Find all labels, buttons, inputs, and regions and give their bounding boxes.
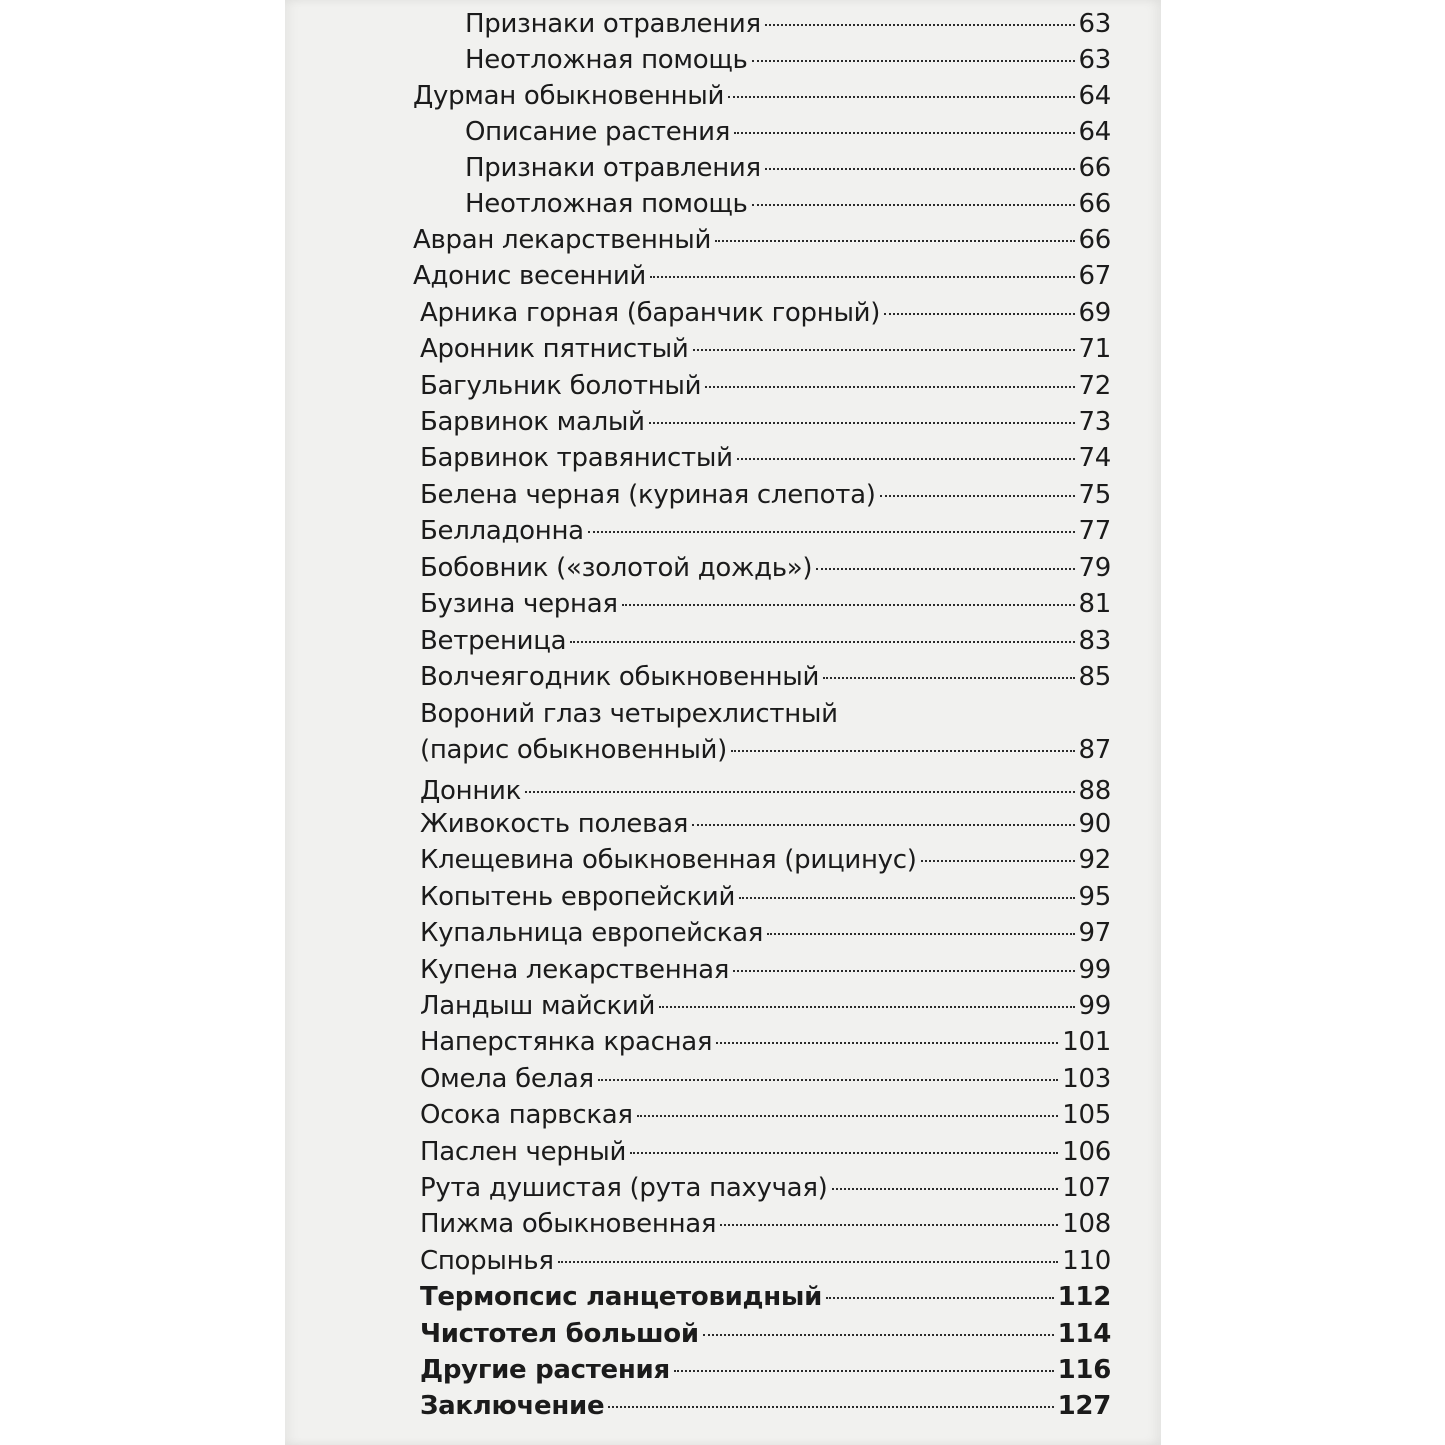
toc-entry-title: Осока парвская bbox=[420, 1100, 633, 1130]
toc-entry-page-number: 108 bbox=[1062, 1209, 1111, 1239]
toc-entry[interactable] bbox=[420, 1208, 1111, 1242]
toc-entry[interactable] bbox=[420, 442, 1111, 476]
book-page bbox=[285, 0, 1161, 1445]
toc-entry-page-number: 90 bbox=[1078, 809, 1111, 839]
toc-entry[interactable] bbox=[420, 954, 1111, 988]
dot-leader bbox=[737, 458, 1075, 460]
toc-entry-page-number: 99 bbox=[1078, 955, 1111, 985]
toc-entry[interactable] bbox=[420, 844, 1111, 878]
dot-leader bbox=[739, 897, 1074, 899]
toc-entry[interactable] bbox=[420, 661, 1111, 695]
toc-entry-page-number: 67 bbox=[1078, 261, 1111, 291]
toc-entry[interactable] bbox=[420, 698, 1111, 732]
toc-entry-page-number: 83 bbox=[1078, 626, 1111, 656]
toc-entry-page-number: 127 bbox=[1057, 1391, 1111, 1421]
dot-leader bbox=[765, 168, 1075, 170]
dot-leader bbox=[832, 1188, 1059, 1190]
toc-entry[interactable] bbox=[420, 1099, 1111, 1133]
toc-entry-page-number: 64 bbox=[1078, 81, 1111, 111]
dot-leader bbox=[716, 1042, 1058, 1044]
toc-entry[interactable] bbox=[420, 1245, 1111, 1279]
toc-entry[interactable] bbox=[420, 625, 1111, 659]
toc-entry[interactable] bbox=[413, 260, 1111, 294]
toc-entry-title: Признаки отравления bbox=[465, 9, 761, 39]
dot-leader bbox=[637, 1115, 1059, 1117]
toc-entry[interactable] bbox=[420, 1390, 1111, 1424]
toc-entry-page-number: 71 bbox=[1078, 334, 1111, 364]
toc-entry-title: Спорынья bbox=[420, 1246, 554, 1276]
toc-entry-title: Наперстянка красная bbox=[420, 1027, 713, 1057]
dot-leader bbox=[659, 1006, 1074, 1008]
toc-entry-title: Описание растения bbox=[465, 117, 731, 147]
dot-leader bbox=[816, 568, 1074, 570]
toc-entry-title: Багульник болотный bbox=[420, 371, 702, 401]
toc-entry[interactable] bbox=[420, 1136, 1111, 1170]
toc-entry-title: Рута душистая (рута пахучая) bbox=[420, 1173, 828, 1203]
toc-entry-page-number: 63 bbox=[1078, 9, 1111, 39]
toc-entry[interactable] bbox=[420, 515, 1111, 549]
toc-entry-title: (парис обыкновенный) bbox=[420, 735, 728, 765]
toc-entry-title: Адонис весенний bbox=[413, 261, 647, 291]
toc-entry[interactable] bbox=[465, 188, 1111, 222]
toc-entry-page-number: 87 bbox=[1078, 735, 1111, 765]
toc-entry-title: Волчеягодник обыкновенный bbox=[420, 662, 820, 692]
toc-entry-page-number: 66 bbox=[1078, 189, 1111, 219]
toc-entry-title: Арника горная (баранчик горный) bbox=[420, 298, 881, 328]
toc-entry[interactable] bbox=[420, 552, 1111, 586]
toc-entry[interactable] bbox=[420, 1281, 1111, 1315]
dot-leader bbox=[622, 604, 1075, 606]
dot-leader bbox=[588, 531, 1075, 533]
toc-entry-page-number: 72 bbox=[1078, 371, 1111, 401]
dot-leader bbox=[650, 276, 1074, 278]
toc-entry[interactable] bbox=[465, 152, 1111, 186]
toc-entry-page-number: 112 bbox=[1057, 1282, 1111, 1312]
dot-leader bbox=[703, 1334, 1054, 1336]
toc-entry[interactable] bbox=[420, 1172, 1111, 1206]
toc-entry-title: Барвинок травянистый bbox=[420, 443, 733, 473]
toc-entry-page-number: 103 bbox=[1062, 1064, 1111, 1094]
dot-leader bbox=[693, 349, 1075, 351]
dot-leader bbox=[630, 1152, 1058, 1154]
dot-leader bbox=[823, 677, 1074, 679]
toc-entry-page-number: 66 bbox=[1078, 153, 1111, 183]
toc-entry-page-number: 66 bbox=[1078, 225, 1111, 255]
toc-entry-page-number: 97 bbox=[1078, 918, 1111, 948]
dot-leader bbox=[608, 1406, 1053, 1408]
toc-entry[interactable] bbox=[420, 297, 1111, 331]
toc-entry[interactable] bbox=[413, 80, 1111, 114]
toc-entry-title: Паслен черный bbox=[420, 1137, 627, 1167]
toc-entry-title: Аронник пятнистый bbox=[420, 334, 689, 364]
dot-leader bbox=[921, 860, 1075, 862]
toc-entry-page-number: 81 bbox=[1078, 589, 1111, 619]
toc-entry-title: Копытень европейский bbox=[420, 882, 736, 912]
toc-entry[interactable] bbox=[420, 1318, 1111, 1352]
toc-entry-title: Другие растения bbox=[420, 1355, 670, 1385]
toc-entry-page-number: 114 bbox=[1057, 1319, 1111, 1349]
toc-entry[interactable] bbox=[465, 44, 1111, 78]
dot-leader bbox=[765, 24, 1075, 26]
dot-leader bbox=[674, 1370, 1054, 1372]
toc-entry-title: Неотложная помощь bbox=[465, 45, 748, 75]
dot-leader bbox=[884, 313, 1074, 315]
toc-entry-page-number: 64 bbox=[1078, 117, 1111, 147]
toc-entry[interactable] bbox=[420, 1026, 1111, 1060]
toc-entry-title: Белена черная (куриная слепота) bbox=[420, 480, 876, 510]
toc-entry-title: Ветреница bbox=[420, 626, 567, 656]
toc-entry[interactable] bbox=[465, 8, 1111, 42]
dot-leader bbox=[570, 641, 1074, 643]
toc-entry-page-number: 106 bbox=[1062, 1137, 1111, 1167]
toc-entry-page-number: 77 bbox=[1078, 516, 1111, 546]
toc-entry[interactable] bbox=[420, 406, 1111, 440]
toc-entry-title: Вороний глаз четырехлистный bbox=[420, 699, 838, 729]
toc-entry-page-number: 92 bbox=[1078, 845, 1111, 875]
toc-entry[interactable] bbox=[420, 808, 1111, 842]
toc-entry[interactable] bbox=[420, 370, 1111, 404]
toc-entry-page-number: 73 bbox=[1078, 407, 1111, 437]
toc-entry-page-number: 88 bbox=[1078, 776, 1111, 806]
dot-leader bbox=[728, 96, 1074, 98]
toc-entry-page-number: 75 bbox=[1078, 480, 1111, 510]
dot-leader bbox=[525, 791, 1074, 793]
dot-leader bbox=[705, 386, 1074, 388]
toc-entry[interactable] bbox=[420, 775, 1111, 809]
toc-entry[interactable] bbox=[420, 479, 1111, 513]
toc-entry-title: Авран лекарственный bbox=[413, 225, 712, 255]
toc-entry-title: Клещевина обыкновенная (рицинус) bbox=[420, 845, 917, 875]
toc-entry[interactable] bbox=[420, 734, 1111, 768]
toc-entry-page-number: 85 bbox=[1078, 662, 1111, 692]
toc-entry-title: Термопсис ланцетовидный bbox=[420, 1282, 823, 1312]
toc-entry-page-number: 79 bbox=[1078, 553, 1111, 583]
dot-leader bbox=[720, 1224, 1058, 1226]
toc-entry-title: Донник bbox=[420, 776, 522, 806]
toc-entry[interactable] bbox=[420, 1063, 1111, 1097]
toc-entry[interactable] bbox=[413, 224, 1111, 258]
toc-entry-title: Чистотел большой bbox=[420, 1319, 699, 1349]
toc-entry-title: Бобовник («золотой дождь») bbox=[420, 553, 813, 583]
toc-entry[interactable] bbox=[420, 917, 1111, 951]
toc-entry[interactable] bbox=[465, 116, 1111, 150]
toc-entry-page-number: 116 bbox=[1057, 1355, 1111, 1385]
toc-entry-title: Барвинок малый bbox=[420, 407, 645, 437]
dot-leader bbox=[733, 970, 1074, 972]
toc-entry-page-number: 105 bbox=[1062, 1100, 1111, 1130]
dot-leader bbox=[880, 495, 1075, 497]
toc-entry-page-number: 99 bbox=[1078, 991, 1111, 1021]
toc-entry-page-number: 101 bbox=[1062, 1027, 1111, 1057]
toc-entry-page-number: 95 bbox=[1078, 882, 1111, 912]
toc-entry-title: Купальница европейская bbox=[420, 918, 764, 948]
toc-entry-page-number: 74 bbox=[1078, 443, 1111, 473]
dot-leader bbox=[767, 933, 1074, 935]
toc-entry[interactable] bbox=[420, 333, 1111, 367]
dot-leader bbox=[715, 240, 1074, 242]
toc-entry-title: Купена лекарственная bbox=[420, 955, 730, 985]
toc-entry[interactable] bbox=[420, 881, 1111, 915]
dot-leader bbox=[752, 204, 1075, 206]
toc-entry-title: Ландыш майский bbox=[420, 991, 656, 1021]
dot-leader bbox=[649, 422, 1075, 424]
toc-entry-title: Омела белая bbox=[420, 1064, 594, 1094]
toc-entry[interactable] bbox=[420, 990, 1111, 1024]
toc-entry-title: Признаки отравления bbox=[465, 153, 761, 183]
dot-leader bbox=[558, 1261, 1059, 1263]
toc-entry-title: Белладонна bbox=[420, 516, 584, 546]
toc-entry-page-number: 69 bbox=[1078, 298, 1111, 328]
dot-leader bbox=[734, 132, 1074, 134]
dot-leader bbox=[598, 1079, 1058, 1081]
toc-entry-title: Заключение bbox=[420, 1391, 605, 1421]
dot-leader bbox=[826, 1297, 1054, 1299]
toc-entry-title: Неотложная помощь bbox=[465, 189, 748, 219]
dot-leader bbox=[692, 824, 1074, 826]
toc-entry-title: Пижма обыкновенная bbox=[420, 1209, 717, 1239]
toc-entry-page-number: 110 bbox=[1062, 1246, 1111, 1276]
toc-entry-title: Бузина черная bbox=[420, 589, 618, 619]
dot-leader bbox=[752, 60, 1075, 62]
toc-entry-title: Живокость полевая bbox=[420, 809, 689, 839]
toc-entry[interactable] bbox=[420, 588, 1111, 622]
toc-entry[interactable] bbox=[420, 1354, 1111, 1388]
toc-entry-page-number: 63 bbox=[1078, 45, 1111, 75]
dot-leader bbox=[731, 750, 1075, 752]
toc-entry-title: Дурман обыкновенный bbox=[413, 81, 725, 111]
toc-entry-page-number: 107 bbox=[1062, 1173, 1111, 1203]
